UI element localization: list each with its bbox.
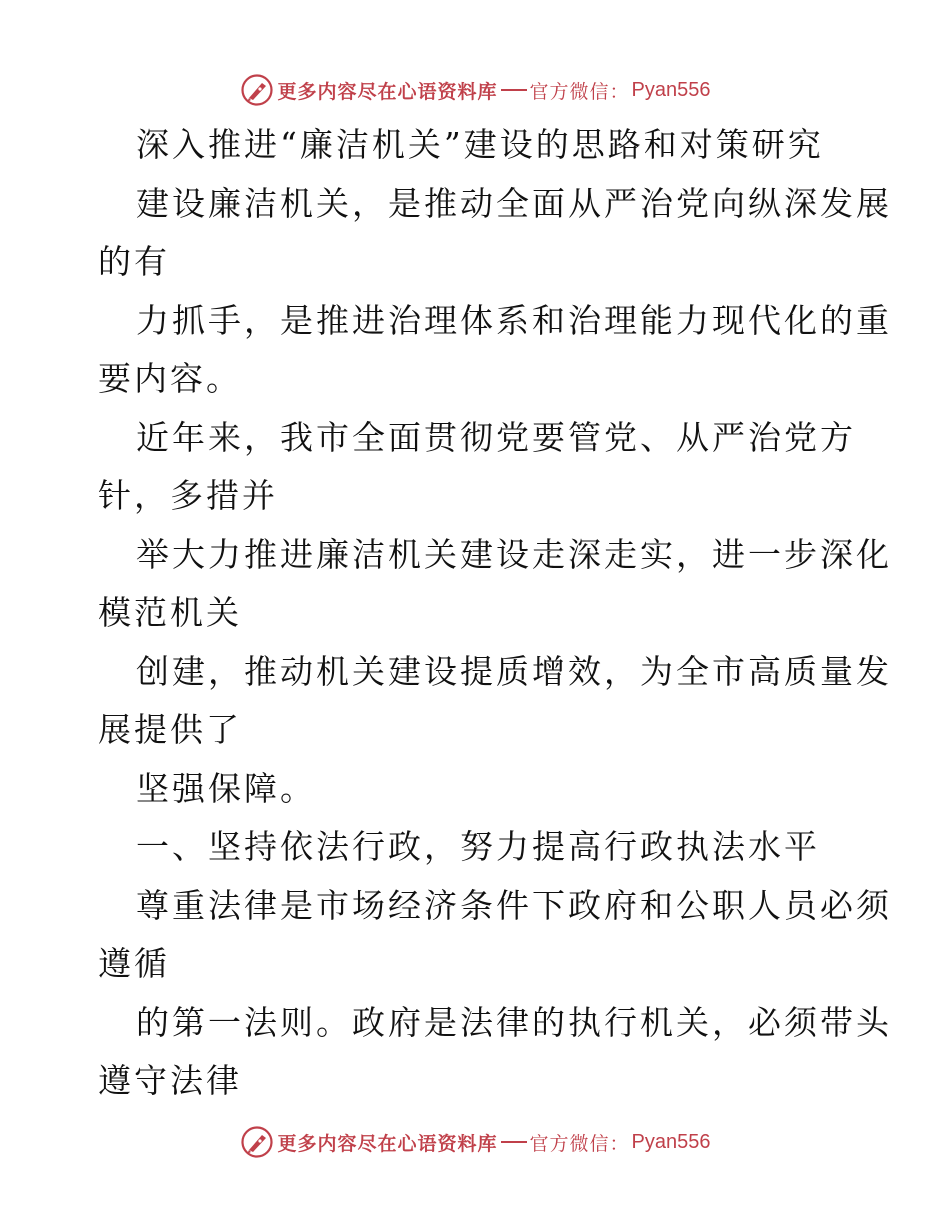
paragraph-line: 展提供了 [98,710,242,749]
paragraph-line: 针，多措并 [98,476,278,515]
header-watermark [0,70,950,110]
paragraph-line: 遵循 [98,944,170,983]
paragraph-line: 的第一法则。政府是法律的执行机关，必须带头 [136,1002,892,1042]
paragraph-line: 尊重法律是市场经济条件下政府和公职人员必须 [136,885,892,925]
watermark-brand: 更多内容尽在心语资料库 [277,80,498,103]
watermark-wechat-label: 官方微信： [529,1132,630,1155]
watermark-wechat-id: Pyan556 [631,1130,711,1153]
document-body [98,116,892,1111]
paragraph-line: 一、坚持依法行政，努力提高行政执法水平 [136,827,820,866]
paragraph-line: 近年来，我市全面贯彻党要管党、从严治党方 [136,417,856,457]
paragraph-line: 坚强保障。 [136,768,316,808]
footer-watermark [0,1122,950,1162]
paragraph-line: 深入推进“廉洁机关”建设的思路和对策研究 [136,125,824,164]
watermark-wechat-id: Pyan556 [631,78,711,101]
paragraph-line: 模范机关 [98,593,242,632]
watermark-dash [501,1141,527,1143]
paragraph-line: 创建，推动机关建设提质增效，为全市高质量发 [136,651,892,691]
paragraph-line: 举大力推进廉洁机关建设走深走实，进一步深化 [136,534,892,574]
paragraph-line: 建设廉洁机关，是推动全面从严治党向纵深发展 [136,183,892,223]
paragraph-line: 遵守法律 [98,1061,242,1100]
paragraph-line: 的有 [98,242,170,281]
pen-logo-icon [240,1125,274,1159]
watermark-dash [501,89,527,91]
paragraph-line: 力抓手，是推进治理体系和治理能力现代化的重 [136,300,892,340]
paragraph-line: 要内容。 [98,359,242,398]
watermark-wechat-label: 官方微信： [529,80,630,103]
watermark-brand: 更多内容尽在心语资料库 [277,1132,498,1155]
pen-logo-icon [240,73,274,107]
